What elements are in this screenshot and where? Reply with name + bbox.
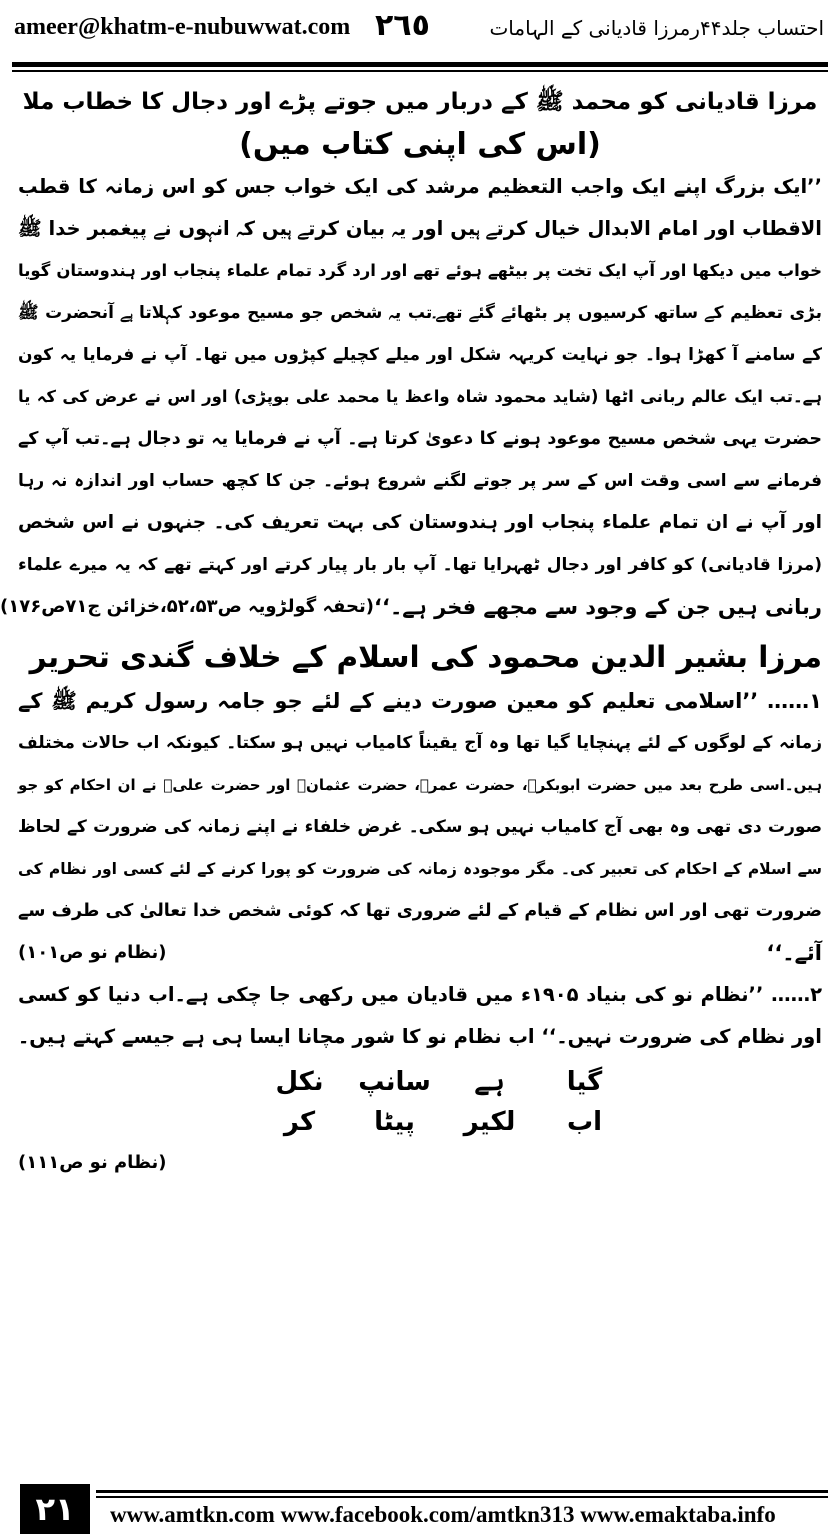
body-line: خواب میں دیکھا اور آپ ایک تخت پر بیٹھے ہوئے تھے اور ارد گرد تمام علماء پنجاب اور ہندوستان گویا	[18, 261, 822, 280]
poem-verse	[18, 1062, 822, 1142]
section2-body	[18, 680, 822, 1184]
section1-subheading: (اس کی اپنی کتاب میں)	[239, 127, 601, 162]
body-line: فرمانے سے اسی وقت اس کے سر پر جوتے لگنے شروع ہوئے۔ جن کا کچھ حساب اور اندازہ نہ رہا	[18, 471, 822, 491]
body-line: سے اسلام کے احکام کی تعبیر کی۔ مگر موجودہ زمانہ کی ضرورت کو پورا کرنے کے لئے کسی اور نظام کی	[18, 860, 822, 878]
body-line: ’’ایک بزرگ اپنے ایک واجب التعظیم مرشد کی ایک خواب جس کو اس زمانہ کا قطب	[18, 175, 822, 198]
page-content	[0, 80, 822, 1184]
poem-word: لکیر	[463, 1107, 516, 1137]
body-line: آئے۔‘‘	[766, 941, 822, 965]
body-line: کے سامنے آ کھڑا ہوا۔ جو نہایت کریہہ شکل اور میلے کچیلے کپڑوں میں تھا۔ آپ نے فرمایا یہ کون	[18, 345, 822, 365]
header-rule-thick	[12, 62, 828, 67]
footer-rule-thick	[96, 1490, 828, 1493]
poem-word: سانپ	[358, 1067, 431, 1097]
body-line: (مرزا قادیانی) کو کافر اور دجال ٹھہرایا تھا۔ آپ بار بار پیار کرتے اور کہتے تھے کہ یہ میرے علماء	[18, 555, 822, 575]
page-footer	[0, 1484, 840, 1540]
poem-word: اب	[566, 1107, 603, 1137]
body-line: صورت دی تھی وہ بھی آج کامیاب نہیں ہو سکی۔ غرض خلفاء نے اپنے زمانہ کی ضرورت کے لحاظ	[18, 817, 822, 837]
header-running-title: احتساب جلد۴۴رمرزا قادیانی کے الہامات	[489, 16, 824, 40]
section2-reference-2: (نظام نو ص۱۱۱)	[18, 1152, 167, 1173]
section1-last-row	[0, 586, 822, 628]
poem-word: گیا	[566, 1067, 603, 1097]
footer-rule-thin	[96, 1496, 828, 1498]
body-line: بڑی تعظیم کے ساتھ کرسیوں پر بٹھائے گئے تھے۔تب یہ شخص جو مسیح موعود کہلاتا ہے آنحضرت ﷺ	[18, 303, 822, 323]
poem-word: پیٹا	[374, 1107, 415, 1137]
body-line: ۲…… ’’نظام نو کی بنیاد ۱۹۰۵ء میں قادیان میں رکھی جا چکی ہے۔اب دنیا کو کسی	[18, 983, 822, 1006]
body-line: اور آپ نے ان تمام علماء پنجاب اور ہندوستان کی بہت تعریف کی۔ جنہوں نے اس شخص	[18, 512, 822, 533]
body-line: ہیں۔اسی طرح بعد میں حضرت ابوبکرؓ، حضرت عمرؓ، حضرت عثمانؓ اور حضرت علیؓ نے ان احکام کو جو	[18, 776, 822, 794]
section2-heading: مرزا بشیر الدین محمود کی اسلام کے خلاف گندی تحریر	[29, 640, 822, 674]
header-rule-thin	[12, 70, 828, 72]
body-line: زمانہ کے لوگوں کے لئے پہنچایا گیا تھا وہ آج یقیناً کامیاب نہیں ہو سکتا۔ کیونکہ اب حالات مختلف	[18, 733, 822, 753]
poem-word: ہے	[474, 1067, 505, 1097]
poem-word: کر	[283, 1107, 316, 1137]
poem-row-1	[18, 1062, 822, 1102]
page-header	[0, 0, 840, 62]
body-line: ضرورت تھی اور اس نظام کے قیام کے لئے ضروری تھا کہ کوئی شخص خدا تعالیٰ کی طرف سے	[18, 901, 822, 921]
footer-page-number: ٢١	[20, 1484, 90, 1534]
section2-reference-1: (نظام نو ص۱۰۱)	[18, 942, 167, 963]
body-line: الاقطاب اور امام الابدال خیال کرتے ہیں اور یہ بیان کرتے ہیں کہ انہوں نے پیغمبر خدا ﷺ	[18, 217, 822, 240]
body-line: حضرت یہی شخص مسیح موعود ہونے کا دعویٰ کرتا ہے۔ آپ نے فرمایا یہ تو دجال ہے۔تب آپ کے	[18, 429, 822, 449]
header-email: ameer@khatm-e-nubuwwat.com	[14, 14, 351, 40]
section1-body	[0, 166, 822, 628]
section2-closing-row	[18, 932, 822, 974]
header-page-number: ٢٦٥	[375, 8, 430, 43]
poem-row-2	[18, 1102, 822, 1142]
body-line: ہے۔تب ایک عالم ربانی اٹھا (شاید محمود شاہ واعظ یا محمد علی بوپڑی) اور اس نے عرض کی کہ یا	[18, 387, 822, 406]
section1-reference: (تحفہ گولڑویہ ص۵۲،۵۳،خزائن ج۷۱ص۱۷۶)	[0, 596, 374, 617]
body-line: ۱…… ’’اسلامی تعلیم کو معین صورت دینے کے لئے جو جامہ رسول کریم ﷺ کے	[18, 689, 822, 713]
section1-heading: مرزا قادیانی کو محمد ﷺ کے دربار میں جوتے پڑے اور دجال کا خطاب ملا	[22, 89, 818, 115]
footer-links: www.amtkn.com www.facebook.com/amtkn313 www.emaktaba.info	[110, 1502, 776, 1527]
body-line: ربانی ہیں جن کے وجود سے مجھے فخر ہے۔‘‘	[373, 595, 822, 619]
poem-word: نکل	[275, 1067, 324, 1097]
body-line: اور نظام کی ضرورت نہیں۔‘‘ اب نظام نو کا شور مچانا ایسا ہی ہے جیسے کہتے ہیں۔	[17, 1025, 822, 1048]
